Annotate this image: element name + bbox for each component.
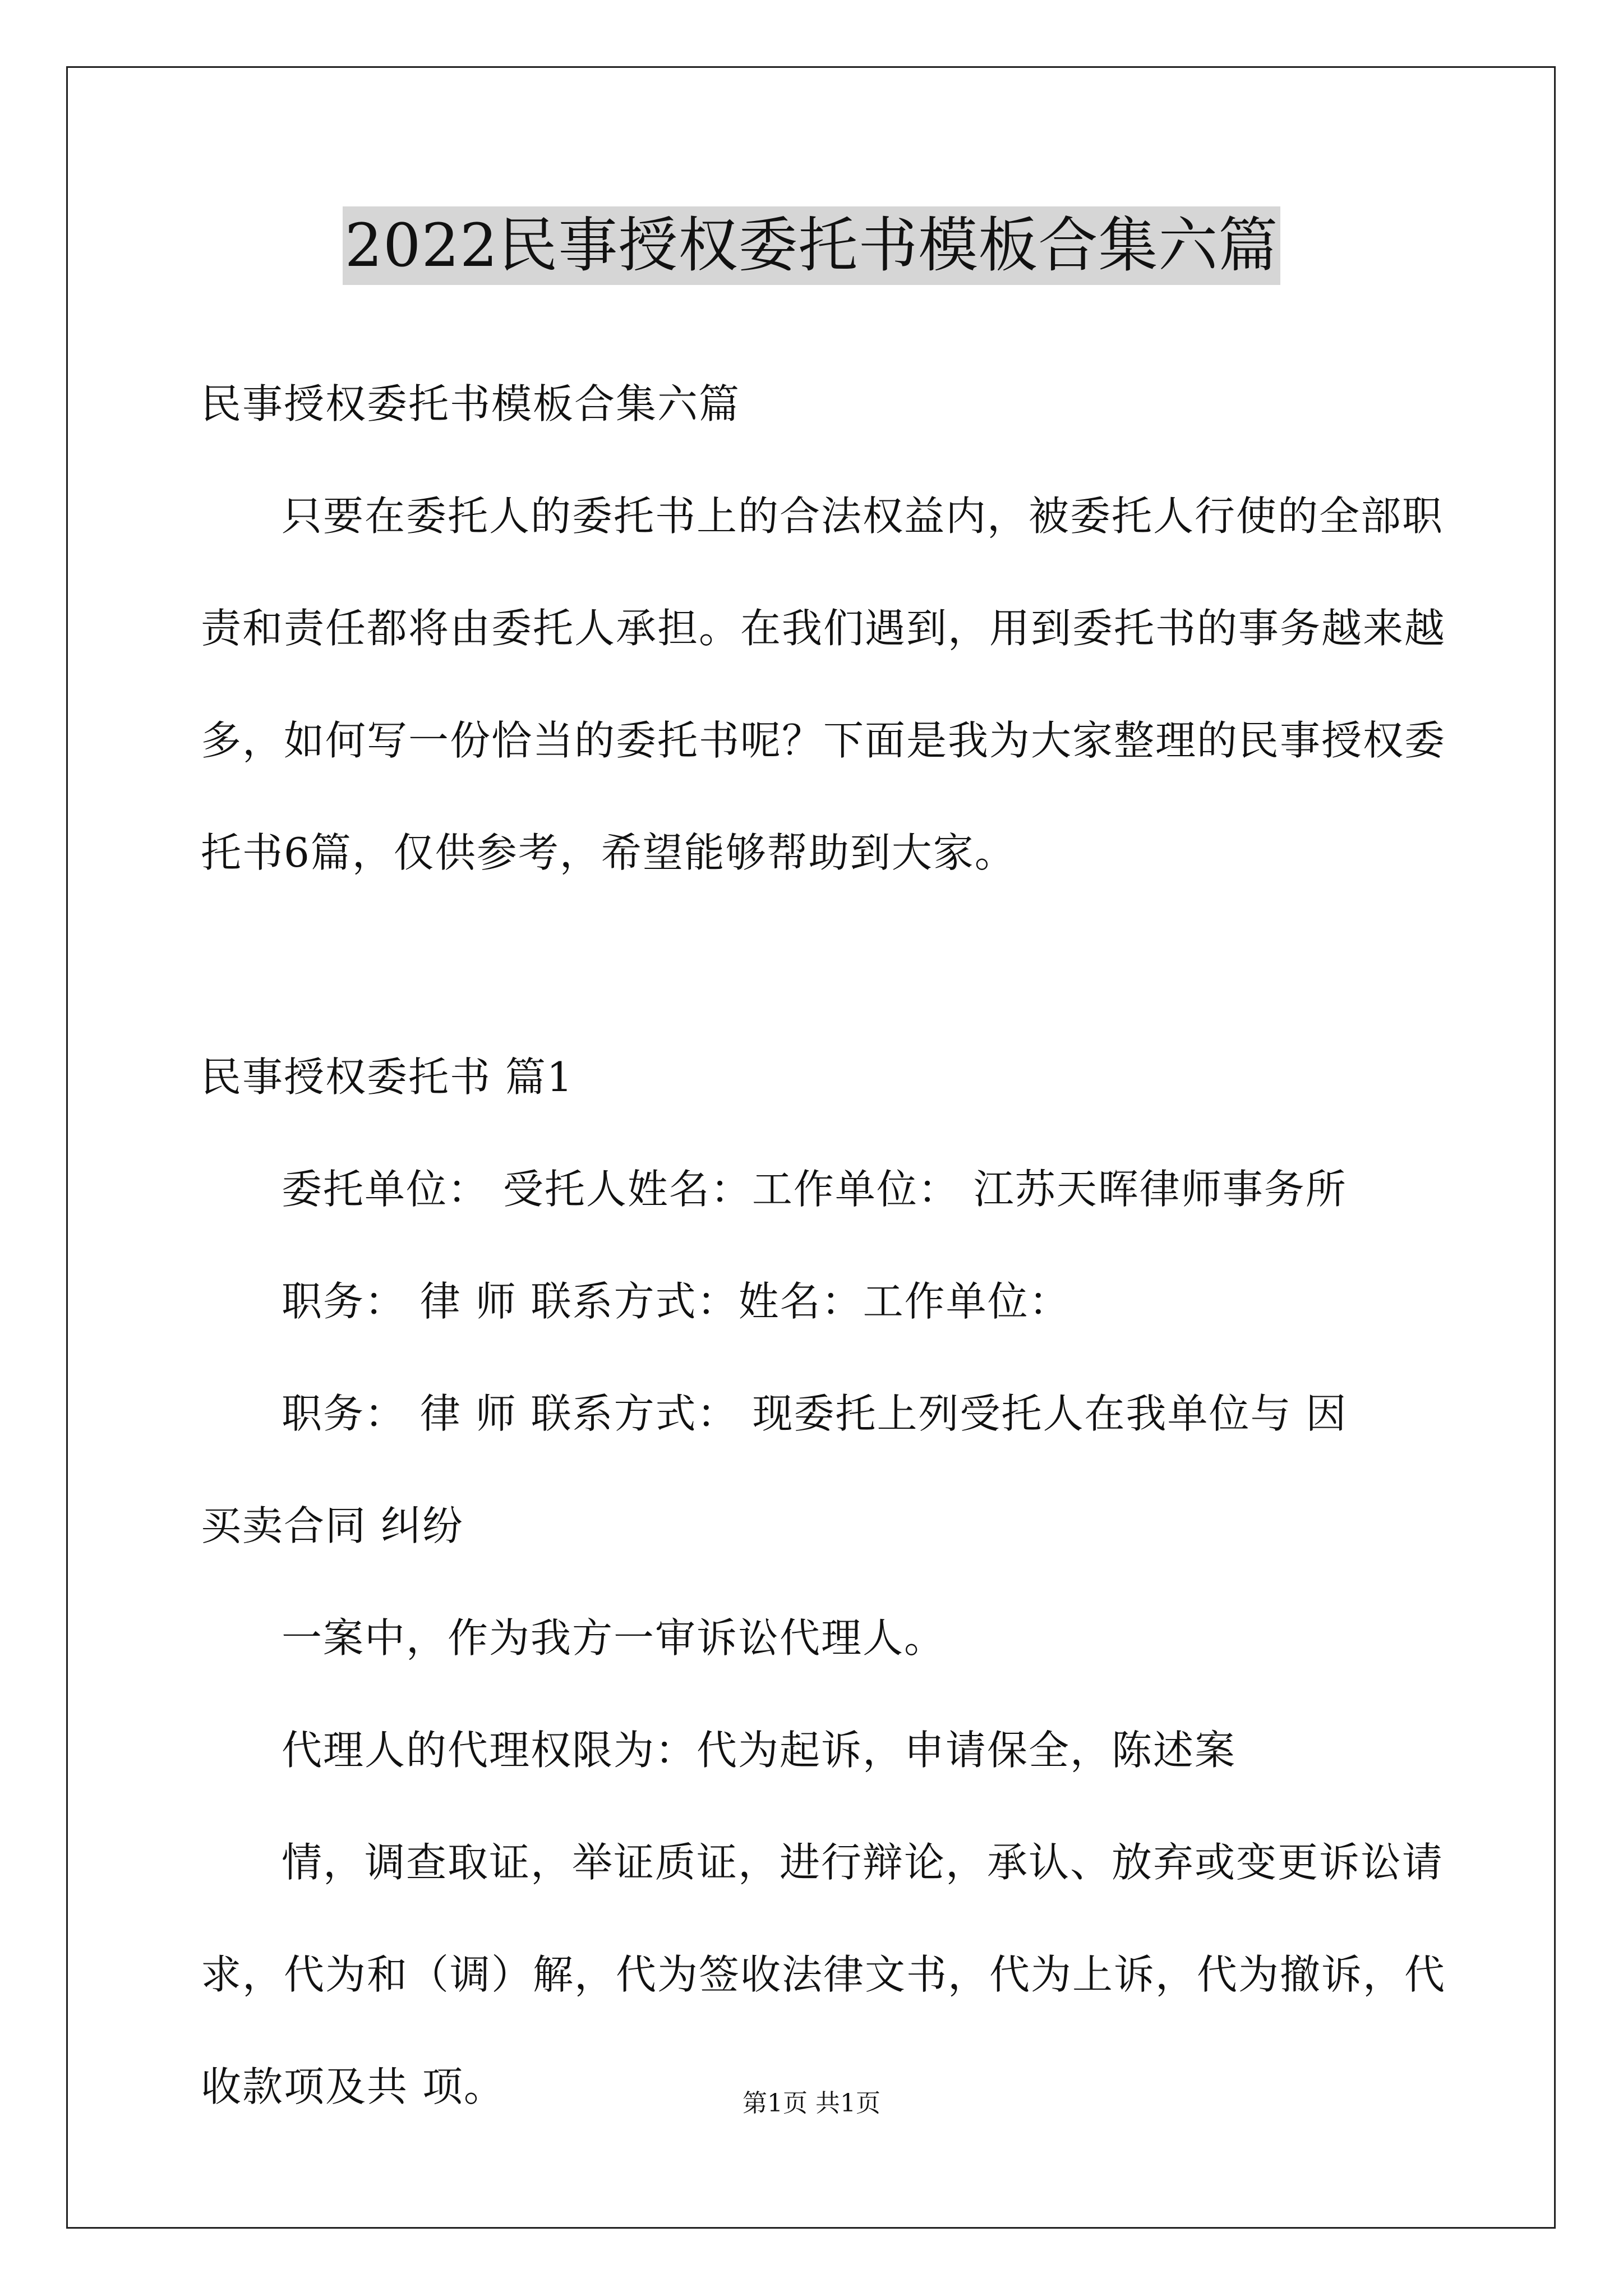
section-line: 委托单位： 受托人姓名：工作单位： 江苏天晖律师事务所 (282, 1166, 1347, 1213)
document-subtitle: 民事授权委托书模板合集六篇 (201, 380, 741, 427)
section-heading: 民事授权委托书 篇1 (201, 1053, 574, 1101)
intro-line: 责和责任都将由委托人承担。在我们遇到，用到委托书的事务越来越 (201, 605, 1446, 652)
document-title: 2022民事授权委托书模板合集六篇 (343, 206, 1281, 285)
page-number-label: 第1页 共1页 (743, 2089, 880, 2118)
intro-line: 只要在委托人的委托书上的合法权益内，被委托人行使的全部职 (282, 493, 1444, 540)
document-body (201, 348, 1446, 2143)
section-line: 收款项及共 项。 (201, 2063, 505, 2110)
section-line: 职务： 律 师 联系方式： 现委托上列受托人在我单位与 因 (282, 1390, 1348, 1437)
section-line: 求，代为和（调）解，代为签收法律文书，代为上诉，代为撤诉，代 (201, 1951, 1446, 1998)
intro-line: 多，如何写一份恰当的委托书呢？下面是我为大家整理的民事授权委 (201, 717, 1446, 764)
intro-line: 托书6篇，仅供参考，希望能够帮助到大家。 (201, 829, 1016, 876)
section-line: 代理人的代理权限为：代为起诉，申请保全，陈述案 (282, 1727, 1237, 1774)
title-container (0, 206, 1623, 285)
blank-line (201, 909, 1435, 1021)
section-line: 情，调查取证，举证质证，进行辩论，承认、放弃或变更诉讼请 (282, 1839, 1444, 1886)
section-line: 买卖合同 纠纷 (201, 1502, 464, 1549)
page-footer (0, 2087, 1623, 2120)
section-line: 职务： 律 师 联系方式：姓名：工作单位： (282, 1278, 1071, 1325)
section-line: 一案中，作为我方一审诉讼代理人。 (282, 1614, 946, 1662)
